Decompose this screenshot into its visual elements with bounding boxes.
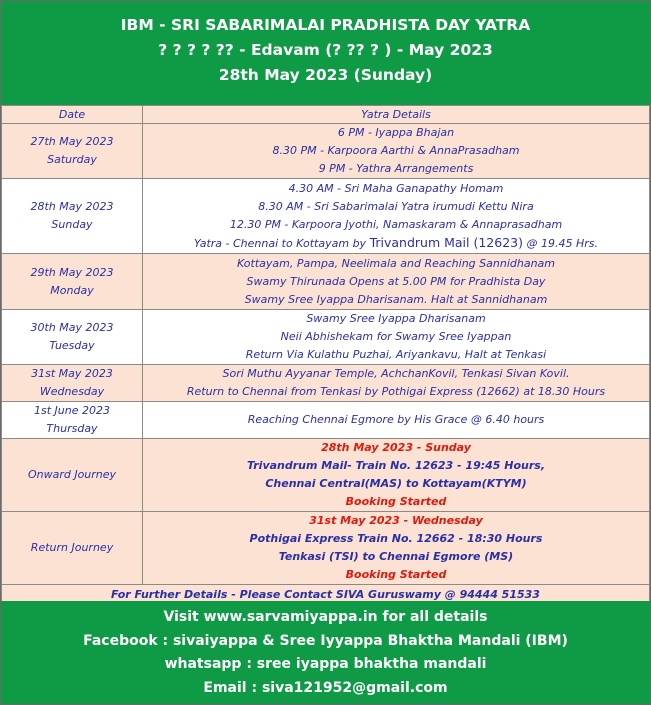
- onward-title: 28th May 2023 - Sunday: [321, 441, 471, 454]
- detail-line: Neii Abhishekam for Swamy Sree Iyappan: [280, 330, 512, 343]
- detail-line: Sori Muthu Ayyanar Temple, AchchanKovil, Tenkasi Sivan Kovil.: [222, 367, 570, 380]
- onward-train: Trivandrum Mail- Train No. 12623 - 19:45 Hours,: [246, 459, 546, 472]
- contact-text: For Further Details - Please Contact SIVA Guruswamy @ 94444 51533: [2, 585, 650, 604]
- onward-label: Onward Journey: [27, 468, 117, 481]
- date-cell: [2, 254, 143, 310]
- return-train: Pothigai Express Train No. 12662 - 18:30 Hours: [249, 532, 543, 545]
- header-banner: [1, 1, 650, 105]
- details-cell: [143, 365, 650, 402]
- column-header-details: Yatra Details: [143, 106, 650, 124]
- table-row: [2, 124, 650, 179]
- table-row: [2, 365, 650, 402]
- detail-line: Swamy Sree Iyappa Dharisanam. Halt at Sannidhanam: [244, 292, 548, 306]
- day-text: Thursday: [46, 422, 98, 435]
- return-route: Tenkasi (TSI) to Chennai Egmore (MS): [278, 550, 514, 563]
- date-text: 31st May 2023: [31, 367, 113, 380]
- date-text: 30th May 2023: [30, 321, 114, 334]
- return-journey-row: [2, 512, 650, 585]
- date-cell: [2, 310, 143, 365]
- detail-line: 6 PM - Iyappa Bhajan: [337, 126, 455, 139]
- header-date: 28th May 2023 (Sunday): [218, 66, 433, 84]
- yatra-prefix: Yatra - Chennai to Kottayam by: [194, 237, 370, 250]
- detail-line: 4.30 AM - Sri Maha Ganapathy Homam: [288, 182, 504, 195]
- date-cell: [2, 124, 143, 179]
- details-cell: [143, 179, 650, 254]
- detail-line: Reaching Chennai Egmore by His Grace @ 6.40 hours: [247, 413, 545, 426]
- table-row: [2, 179, 650, 254]
- journey-details-cell: [143, 439, 650, 512]
- return-title: 31st May 2023 - Wednesday: [309, 514, 483, 527]
- table-row: [2, 254, 650, 310]
- onward-journey-row: [2, 439, 650, 512]
- onward-route: Chennai Central(MAS) to Kottayam(KTYM): [265, 477, 527, 490]
- table-row: [2, 310, 650, 365]
- footer-email: Email : siva121952@gmail.com: [203, 679, 448, 696]
- yatra-time: @ 19.45 Hrs.: [522, 237, 598, 250]
- journey-label-cell: [2, 512, 143, 585]
- day-text: Monday: [50, 283, 94, 297]
- header-subtitle: ? ? ? ? ?? - Edavam (? ?? ? ) - May 2023: [158, 41, 493, 59]
- date-text: 28th May 2023: [30, 200, 114, 213]
- details-cell: [143, 402, 650, 439]
- details-cell: [143, 310, 650, 365]
- date-text: 1st June 2023: [34, 404, 110, 417]
- date-text: 29th May 2023: [30, 265, 114, 279]
- detail-line: 9 PM - Yathra Arrangements: [318, 162, 474, 175]
- detail-line: 12.30 PM - Karpoora Jyothi, Namaskaram & Annaprasadham: [229, 218, 563, 231]
- day-text: Wednesday: [39, 385, 105, 398]
- date-text: 27th May 2023: [30, 135, 114, 148]
- return-label: Return Journey: [30, 541, 114, 554]
- day-text: Tuesday: [49, 339, 95, 352]
- yatra-line: [145, 234, 647, 252]
- footer-whatsapp: whatsapp : sree iyappa bhaktha mandali: [164, 656, 487, 672]
- detail-line: Return to Chennai from Tenkasi by Pothigai Express (12662) at 18.30 Hours: [186, 385, 606, 398]
- detail-line: Swamy Thirunada Opens at 5.00 PM for Pradhista Day: [246, 274, 546, 288]
- return-status: Booking Started: [345, 568, 447, 581]
- detail-line: Swamy Sree Iyappa Dharisanam: [306, 312, 486, 325]
- detail-line: 8.30 PM - Karpoora Aarthi & AnnaPrasadham: [272, 144, 520, 157]
- table-row: [2, 402, 650, 439]
- column-header-date: Date: [2, 106, 143, 124]
- details-cell: [143, 124, 650, 179]
- day-text: Saturday: [47, 153, 97, 166]
- footer-facebook: Facebook : sivaiyappa & Sree Iyyappa Bhaktha Mandali (IBM): [83, 632, 568, 649]
- detail-line: Kottayam, Pampa, Neelimala and Reaching Sannidhanam: [236, 256, 556, 270]
- schedule-table: [1, 105, 650, 604]
- footer-website: Visit www.sarvamiyappa.in for all details: [163, 609, 488, 625]
- table-header-row: [2, 106, 650, 124]
- details-cell: [143, 254, 650, 310]
- journey-details-cell: [143, 512, 650, 585]
- footer-banner: [1, 601, 650, 704]
- detail-line: Return Via Kulathu Puzhai, Ariyankavu, Halt at Tenkasi: [245, 348, 547, 361]
- detail-line: 8.30 AM - Sri Sabarimalai Yatra irumudi Kettu Nira: [258, 200, 534, 213]
- date-cell: [2, 365, 143, 402]
- yatra-train: Trivandrum Mail (12623): [369, 235, 523, 250]
- journey-label-cell: [2, 439, 143, 512]
- onward-status: Booking Started: [345, 495, 447, 508]
- date-cell: [2, 179, 143, 254]
- header-title: IBM - SRI SABARIMALAI PRADHISTA DAY YATRA: [120, 16, 531, 34]
- date-cell: [2, 402, 143, 439]
- day-text: Sunday: [51, 218, 93, 231]
